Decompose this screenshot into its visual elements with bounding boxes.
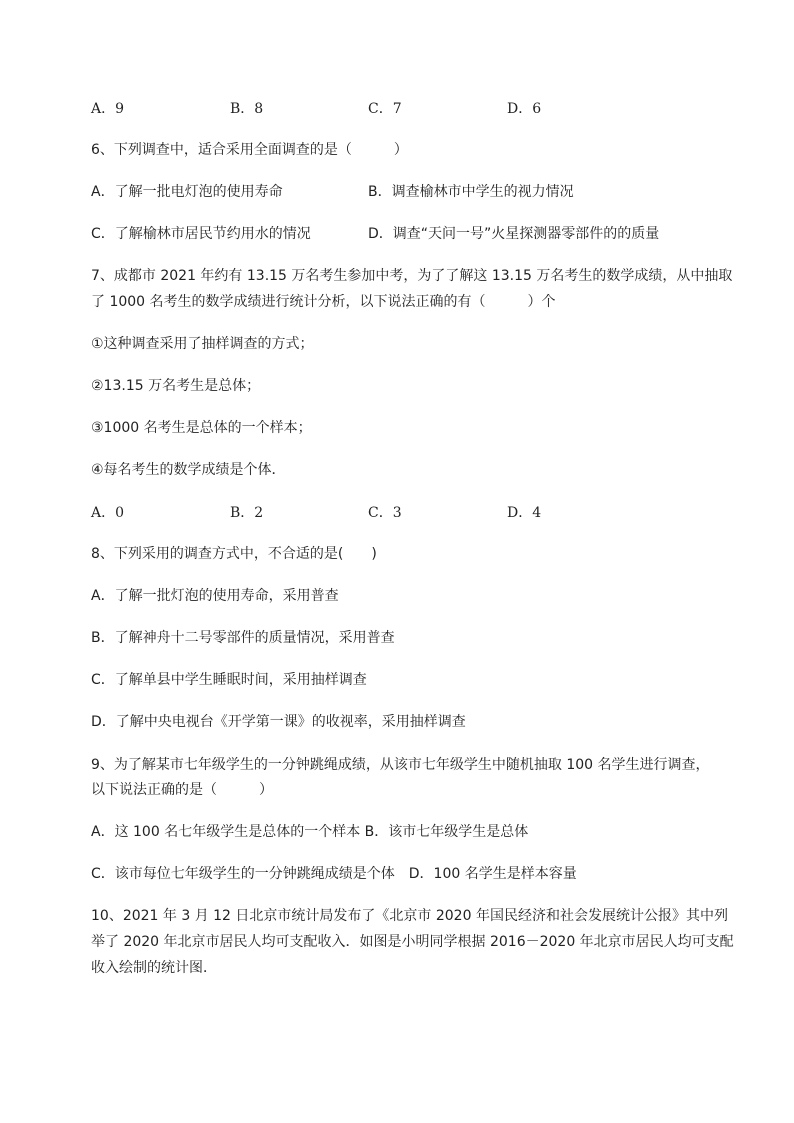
q8-option-c[interactable]: C．了解单县中学生睡眠时间，采用抽样调查 <box>91 672 367 688</box>
q8-option-a[interactable]: A．了解一批灯泡的使用寿命，采用普查 <box>91 588 339 604</box>
q7-stem-line1: 7、成都市 2021 年约有 13.15 万名考生参加中考，为了了解这 13.15 万名考生的数学成绩，从中抽取 <box>91 268 733 284</box>
q9-stem-line2: 以下说法正确的是（ ） <box>91 782 273 798</box>
q7-statement-1: ①这种调查采用了抽样调查的方式； <box>91 336 314 352</box>
q6-option-c[interactable]: C．了解榆林市居民节约用水的情况 <box>91 226 311 242</box>
q5-option-b[interactable]: B．8 <box>230 101 264 117</box>
q10-stem-line2: 举了 2020 年北京市居民人均可支配收入．如图是小明同学根据 2016－2020 年北京市居民人均可支配 <box>91 934 734 950</box>
q5-options <box>91 99 731 119</box>
q8-option-d[interactable]: D．了解中央电视台《开学第一课》的收视率，采用抽样调查 <box>91 714 466 730</box>
q6-options-row1 <box>91 182 731 202</box>
q7-statement-3: ③1000 名考生是总体的一个样本； <box>91 420 312 436</box>
q5-option-d[interactable]: D．6 <box>507 101 542 117</box>
q7-option-b[interactable]: B．2 <box>230 505 264 521</box>
q7-options <box>91 503 731 523</box>
q5-option-c[interactable]: C．7 <box>368 101 402 117</box>
q8-stem: 8、下列采用的调查方式中，不合适的是( ) <box>91 546 377 562</box>
q9-stem-line1: 9、为了解某市七年级学生的一分钟跳绳成绩，从该市七年级学生中随机抽取 100 名学生进行调查， <box>91 757 710 773</box>
q7-statement-4: ④每名考生的数学成绩是个体． <box>91 462 286 478</box>
q5-option-a[interactable]: A．9 <box>91 101 125 117</box>
q9-options-line2[interactable]: C．该市每位七年级学生的一分钟跳绳成绩是个体 D．100 名学生是样本容量 <box>91 866 577 882</box>
q10-stem-line1: 10、2021 年 3 月 12 日北京市统计局发布了《北京市 2020 年国民经济和社会发展统计公报》其中列 <box>91 908 728 924</box>
q6-options-row2 <box>91 224 731 244</box>
q7-option-c[interactable]: C．3 <box>368 505 402 521</box>
q7-statement-2: ②13.15 万名考生是总体； <box>91 378 261 394</box>
q9-options-line1[interactable]: A．这 100 名七年级学生是总体的一个样本 B．该市七年级学生是总体 <box>91 824 529 840</box>
q7-stem-line2: 了 1000 名考生的数学成绩进行统计分析，以下说法正确的有（ ）个 <box>91 294 556 310</box>
q6-stem: 6、下列调查中，适合采用全面调查的是（ ） <box>91 142 408 158</box>
q8-option-b[interactable]: B．了解神舟十二号零部件的质量情况，采用普查 <box>91 630 395 646</box>
q6-option-b[interactable]: B．调查榆林市中学生的视力情况 <box>368 184 574 200</box>
q7-option-a[interactable]: A．0 <box>91 505 125 521</box>
q7-option-d[interactable]: D．4 <box>507 505 542 521</box>
q6-option-d[interactable]: D．调查“天问一号”火星探测器零部件的的质量 <box>368 226 660 242</box>
q10-stem-line3: 收入绘制的统计图． <box>91 960 217 976</box>
q6-option-a[interactable]: A．了解一批电灯泡的使用寿命 <box>91 184 283 200</box>
